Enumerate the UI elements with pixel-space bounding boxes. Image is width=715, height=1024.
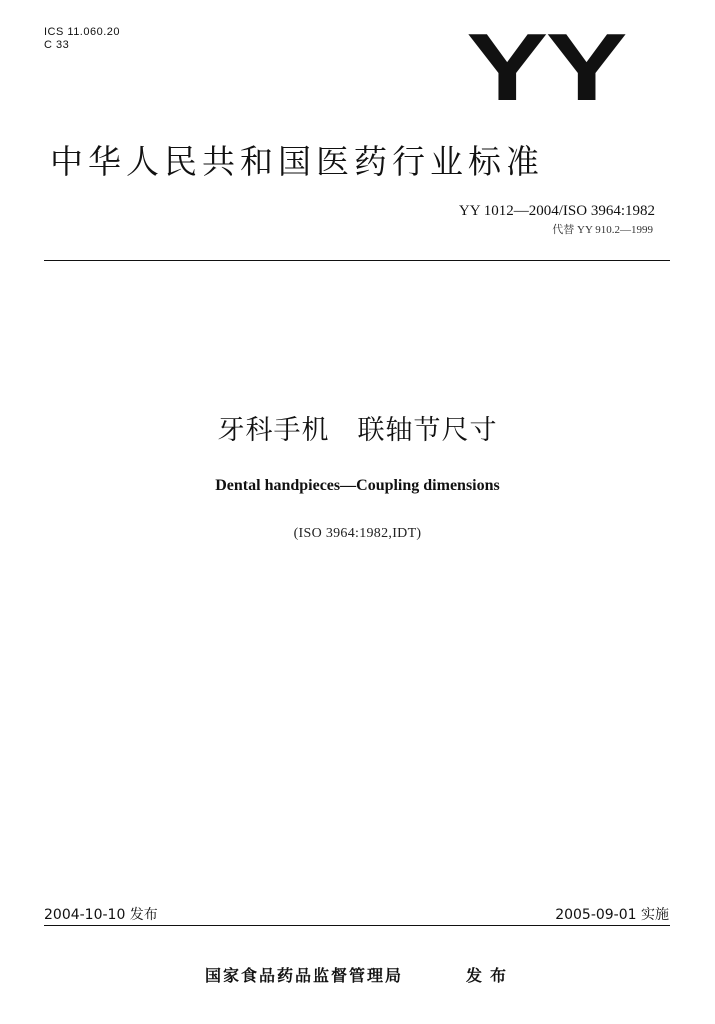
yy-logo: YY [466, 14, 625, 121]
document-title-cn [0, 408, 715, 447]
document-title-en: Dental handpieces—Coupling dimensions [215, 477, 500, 494]
standard-title: 中华人民共和国医药行业标准 [50, 142, 544, 181]
publish-label: 发布 [466, 966, 515, 985]
standard-code: YY 1012—2004/ISO 3964:1982 [458, 203, 655, 219]
publisher-name: 国家食品药品监督管理局 [205, 966, 404, 985]
ccs-code: C 33 [44, 39, 70, 51]
footer-divider [44, 925, 670, 926]
title-cn-part2: 联轴节尺寸 [357, 415, 498, 446]
header-divider [44, 260, 670, 261]
issue-date: 2004-10-10 发布 [44, 907, 158, 923]
replaces-note: 代替 YY 910.2—1999 [552, 224, 653, 236]
classification-codes [44, 26, 120, 52]
ics-code: ICS 11.060.20 [44, 26, 121, 38]
title-cn-part1: 牙科手机 [217, 415, 330, 446]
iso-reference: (ISO 3964:1982,IDT) [293, 526, 422, 541]
effective-date: 2005-09-01 实施 [555, 907, 669, 923]
